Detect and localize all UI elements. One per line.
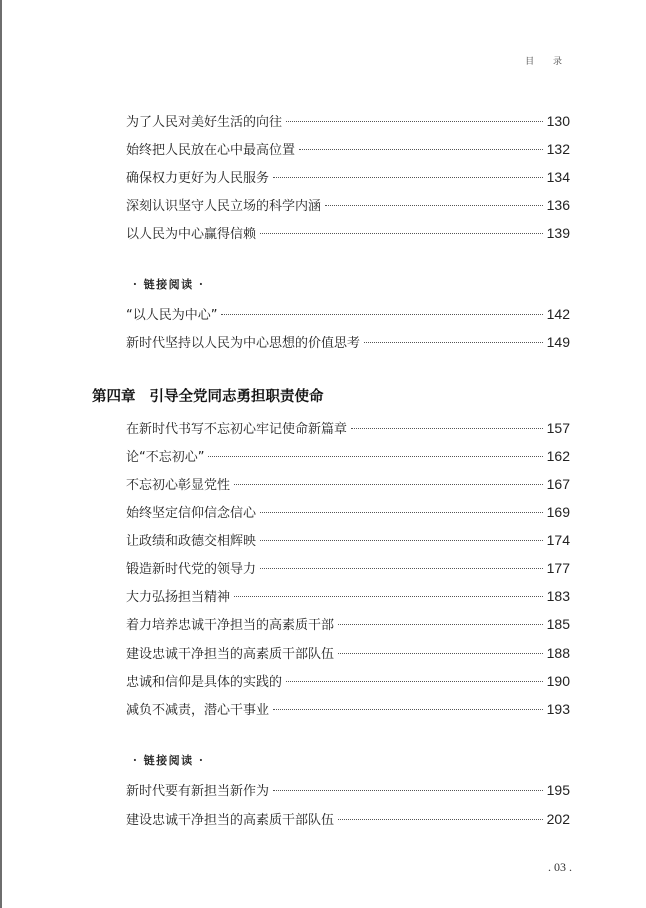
toc-entry[interactable]: [126, 700, 570, 720]
dot-leader: [325, 205, 543, 206]
toc-entry-title: 锻造新时代党的领导力: [126, 562, 257, 577]
toc-entry-title: 始终坚定信仰信念信心: [126, 506, 257, 521]
toc-entry[interactable]: [126, 447, 570, 467]
dot-leader: [273, 177, 543, 178]
chapter-title[interactable]: [92, 385, 324, 406]
toc-entry[interactable]: [126, 587, 570, 607]
toc-entry[interactable]: [126, 672, 570, 692]
toc-entry-title: 论“不忘初心”: [126, 450, 205, 465]
toc-entry[interactable]: [126, 305, 570, 325]
chapter-label: 第四章: [92, 389, 136, 405]
toc-entry-title: 始终把人民放在心中最高位置: [126, 143, 296, 158]
toc-entry-page: 195: [546, 782, 570, 798]
toc-entry-page: 157: [546, 420, 570, 436]
dot-leader: [234, 596, 543, 597]
toc-entry-page: 174: [546, 532, 570, 548]
dot-leader: [338, 819, 543, 820]
toc-entry[interactable]: [126, 224, 570, 244]
dot-leader: [260, 233, 543, 234]
toc-entry[interactable]: [126, 559, 570, 579]
toc-entry-page: 162: [546, 448, 570, 464]
toc-entry[interactable]: [126, 503, 570, 523]
toc-entry-page: 190: [546, 673, 570, 689]
chapter-name: 引导全党同志勇担职责使命: [149, 389, 324, 405]
toc-entry-title: 在新时代书写不忘初心牢记使命新篇章: [126, 422, 348, 437]
dot-leader: [273, 790, 543, 791]
dot-leader: [286, 121, 543, 122]
dot-leader: [260, 512, 543, 513]
dot-leader: [338, 653, 543, 654]
page-left-edge: [0, 0, 2, 908]
dot-leader: [299, 149, 543, 150]
toc-entry-page: 188: [546, 645, 570, 661]
toc-entry-page: 136: [546, 197, 570, 213]
dot-leader: [221, 314, 542, 315]
dot-leader: [260, 540, 543, 541]
toc-entry-title: 新时代要有新担当新作为: [126, 784, 270, 799]
toc-entry[interactable]: [126, 196, 570, 216]
toc-entry-page: 139: [546, 225, 570, 241]
toc-entry-page: 134: [546, 169, 570, 185]
toc-entry[interactable]: [126, 112, 570, 132]
toc-entry-title: 建设忠诚干净担当的高素质干部队伍: [126, 647, 335, 662]
toc-entry[interactable]: [126, 781, 570, 801]
toc-entry-page: 177: [546, 560, 570, 576]
toc-entry[interactable]: [126, 140, 570, 160]
dot-leader: [286, 681, 543, 682]
toc-entry-title: 大力弘扬担当精神: [126, 590, 231, 605]
toc-entry[interactable]: [126, 531, 570, 551]
toc-entry-title: 确保权力更好为人民服务: [126, 171, 270, 186]
toc-entry-title: 建设忠诚干净担当的高素质干部队伍: [126, 813, 335, 828]
toc-entry-page: 202: [546, 811, 570, 827]
toc-entry-title: 减负不减责，潜心干事业: [126, 703, 270, 718]
toc-entry-title: 忠诚和信仰是具体的实践的: [126, 675, 283, 690]
toc-entry[interactable]: [126, 168, 570, 188]
toc-entry-title: 新时代坚持以人民为中心思想的价值思考: [126, 336, 361, 351]
toc-entry[interactable]: [126, 810, 570, 830]
toc-entry-page: 132: [546, 141, 570, 157]
toc-entry-title: 以人民为中心赢得信赖: [126, 227, 257, 242]
toc-entry[interactable]: [126, 475, 570, 495]
toc-entry-title: 不忘初心彰显党性: [126, 478, 231, 493]
dot-leader: [338, 624, 543, 625]
dot-leader: [260, 568, 543, 569]
toc-entry-title: 让政绩和政德交相辉映: [126, 534, 257, 549]
toc-entry-page: 193: [546, 701, 570, 717]
toc-entry-title: 深刻认识坚守人民立场的科学内涵: [126, 199, 322, 214]
linked-reading-heading: · 链接阅读 ·: [133, 278, 205, 291]
linked-reading-heading: · 链接阅读 ·: [133, 754, 205, 767]
toc-entry-page: 130: [546, 113, 570, 129]
toc-entry-title: “以人民为中心”: [126, 308, 218, 323]
toc-entry-page: 142: [546, 306, 570, 322]
dot-leader: [351, 428, 543, 429]
toc-entry-page: 183: [546, 588, 570, 604]
dot-leader: [273, 709, 543, 710]
toc-entry[interactable]: [126, 333, 570, 353]
toc-entry-page: 169: [546, 504, 570, 520]
toc-entry[interactable]: [126, 615, 570, 635]
toc-entry-page: 149: [546, 334, 570, 350]
toc-entry-page: 185: [546, 616, 570, 632]
dot-leader: [234, 484, 543, 485]
toc-entry-title: 着力培养忠诚干净担当的高素质干部: [126, 618, 335, 633]
toc-entry-page: 167: [546, 476, 570, 492]
toc-entry-title: 为了人民对美好生活的向往: [126, 115, 283, 130]
toc-entry[interactable]: [126, 419, 570, 439]
toc-entry[interactable]: [126, 644, 570, 664]
page-number: . 03 .: [548, 860, 572, 874]
dot-leader: [208, 456, 542, 457]
running-head: 目 录: [525, 57, 570, 67]
dot-leader: [364, 342, 543, 343]
